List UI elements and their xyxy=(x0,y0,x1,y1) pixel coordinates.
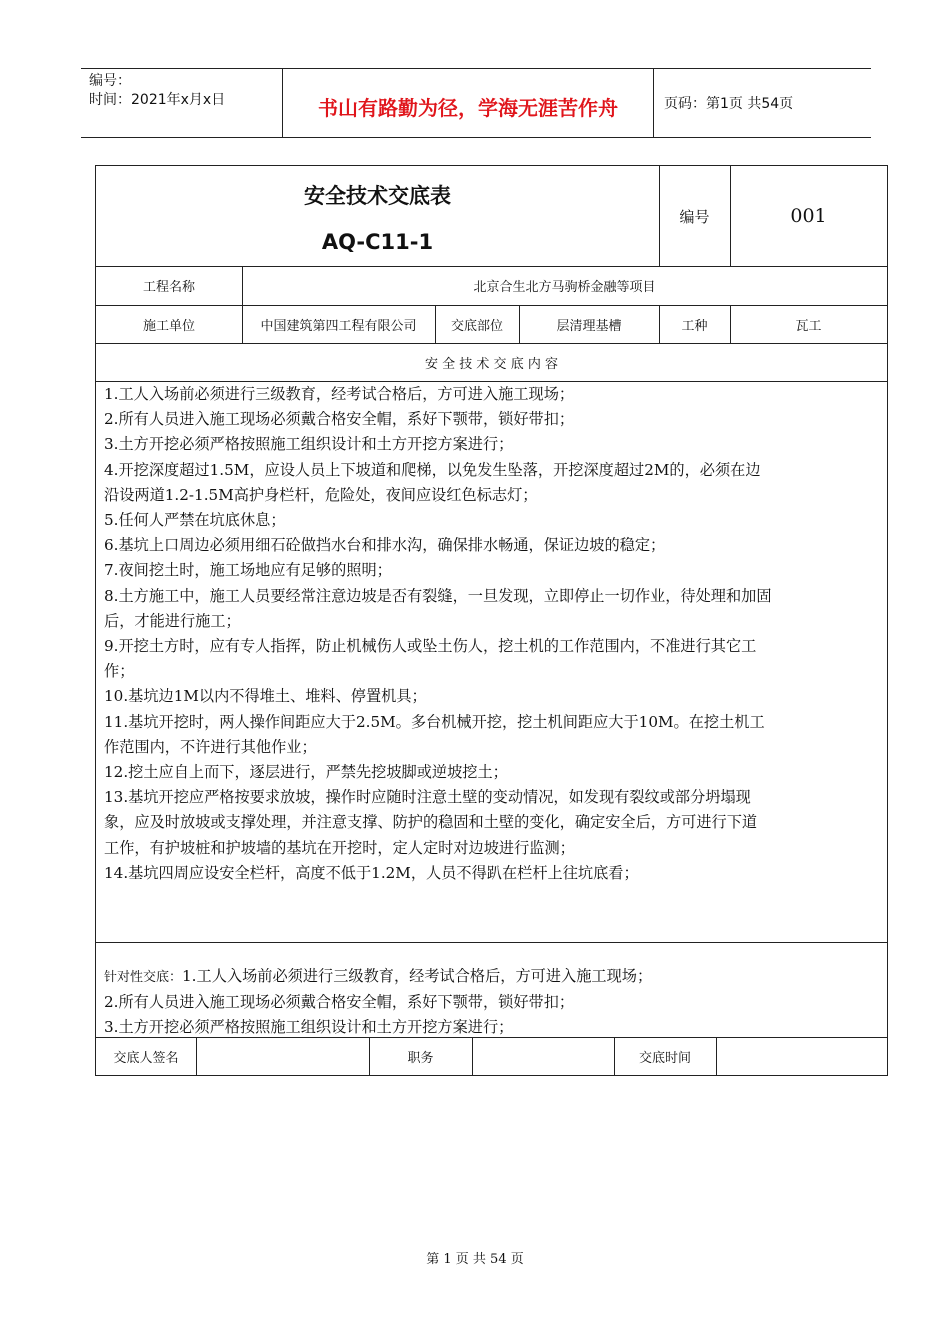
content-line: 作范围内，不许进行其他作业； xyxy=(104,737,317,756)
targeted-briefing xyxy=(104,964,884,1041)
briefing-time-label: 交底时间 xyxy=(638,1050,691,1066)
header-time-label: 时间：2021年x月x日 xyxy=(89,92,226,108)
header-meta xyxy=(81,69,282,137)
header-number-label: 编号： xyxy=(89,73,131,89)
number-label: 编号 xyxy=(679,207,710,226)
content-line: 后，才能进行施工； xyxy=(104,611,241,630)
position-field[interactable] xyxy=(472,1037,614,1075)
part-value: 层清理基槽 xyxy=(556,318,622,334)
content-line: 5.任何人严禁在坑底休息； xyxy=(104,511,286,530)
content-line: 10.基坑边1M以内不得堆土、堆料、停置机具； xyxy=(104,687,427,706)
targeted-line: 1.工人入场前必须进行三级教育，经考试合格后，方可进入施工现场； xyxy=(182,967,653,985)
content-line: 14.基坑四周应设安全栏杆，高度不低于1.2M，人员不得趴在栏杆上往坑底看； xyxy=(104,863,639,882)
unit-value: 中国建筑第四工程有限公司 xyxy=(260,318,417,334)
content-line: 沿设两道1.2-1.5M高护身栏杆，危险处，夜间应设红色标志灯； xyxy=(104,485,538,504)
unit-label: 施工单位 xyxy=(142,318,195,334)
trade-value: 瓦工 xyxy=(795,318,822,334)
content-line: 6.基坑上口周边必须用细石砼做挡水台和排水沟，确保排水畅通，保证边坡的稳定； xyxy=(104,536,666,555)
content-line: 象，应及时放坡或支撑处理，并注意支撑、防护的稳固和土壁的变化，确定安全后，方可进行下道 xyxy=(104,813,758,832)
signer-label: 交底人签名 xyxy=(113,1050,179,1066)
number-value: 001 xyxy=(790,205,827,227)
header-slogan: 书山有路勤为径，学海无涯苦作舟 xyxy=(282,69,654,137)
signer-field[interactable] xyxy=(196,1037,369,1075)
content-line: 7.夜间挖土时，施工场地应有足够的照明； xyxy=(104,561,392,580)
page-footer: 第 1 页 共 54 页 xyxy=(426,1252,524,1267)
content-line: 4.开挖深度超过1.5M，应设人员上下坡道和爬梯，以免发生坠落，开挖深度超过2M的，必须在边 xyxy=(104,460,761,479)
content-line: 工作，有护坡桩和护坡墙的基坑在开挖时，定人定时对边坡进行监测； xyxy=(104,838,575,857)
content-line: 3.土方开挖必须严格按照施工组织设计和土方开挖方案进行； xyxy=(104,435,514,454)
briefing-content xyxy=(104,382,884,886)
form-title: 安全技术交底表 xyxy=(304,184,451,208)
position-label: 职务 xyxy=(407,1050,434,1066)
content-line: 1.工人入场前必须进行三级教育，经考试合格后，方可进入施工现场； xyxy=(104,385,575,403)
form-code: AQ-C11-1 xyxy=(321,230,434,254)
safety-briefing-table xyxy=(95,165,888,1076)
content-line: 8.土方施工中，施工人员要经常注意边坡是否有裂缝，一旦发现，立即停止一切作业，待处理和加固 xyxy=(104,586,772,605)
content-line: 9.开挖土方时，应有专人指挥，防止机械伤人或坠土伤人，挖土机的工作范围内，不准进行其它工 xyxy=(104,637,757,656)
briefing-time-field[interactable] xyxy=(716,1037,887,1075)
content-line: 作； xyxy=(104,662,135,681)
content-line: 11.基坑开挖时，两人操作间距应大于2.5M。多台机械开挖，挖土机间距应大于10M。在挖土机工 xyxy=(104,712,765,731)
targeted-line: 2.所有人员进入施工现场必须戴合格安全帽，系好下颚带，锁好带扣； xyxy=(104,993,575,1012)
header-page-label: 页码：第1页 共54页 xyxy=(664,96,794,112)
targeted-line: 3.土方开挖必须严格按照施工组织设计和土方开挖方案进行； xyxy=(104,1018,514,1037)
part-label: 交底部位 xyxy=(450,318,503,334)
targeted-label: 针对性交底： xyxy=(104,970,183,985)
trade-label: 工种 xyxy=(681,318,708,334)
page-header xyxy=(81,68,871,138)
content-line: 12.挖土应自上而下，逐层进行，严禁先挖坡脚或逆坡挖土； xyxy=(104,763,508,782)
project-value: 北京合生北方马驹桥金融等项目 xyxy=(473,280,656,295)
project-label: 工程名称 xyxy=(142,280,195,295)
content-line: 2.所有人员进入施工现场必须戴合格安全帽，系好下颚带，锁好带扣； xyxy=(104,410,575,429)
section-heading: 安 全 技 术 交 底 内 容 xyxy=(425,356,558,372)
content-line: 13.基坑开挖应严格按要求放坡，操作时应随时注意土壁的变动情况，如发现有裂纹或部分坍塌现 xyxy=(104,788,751,807)
